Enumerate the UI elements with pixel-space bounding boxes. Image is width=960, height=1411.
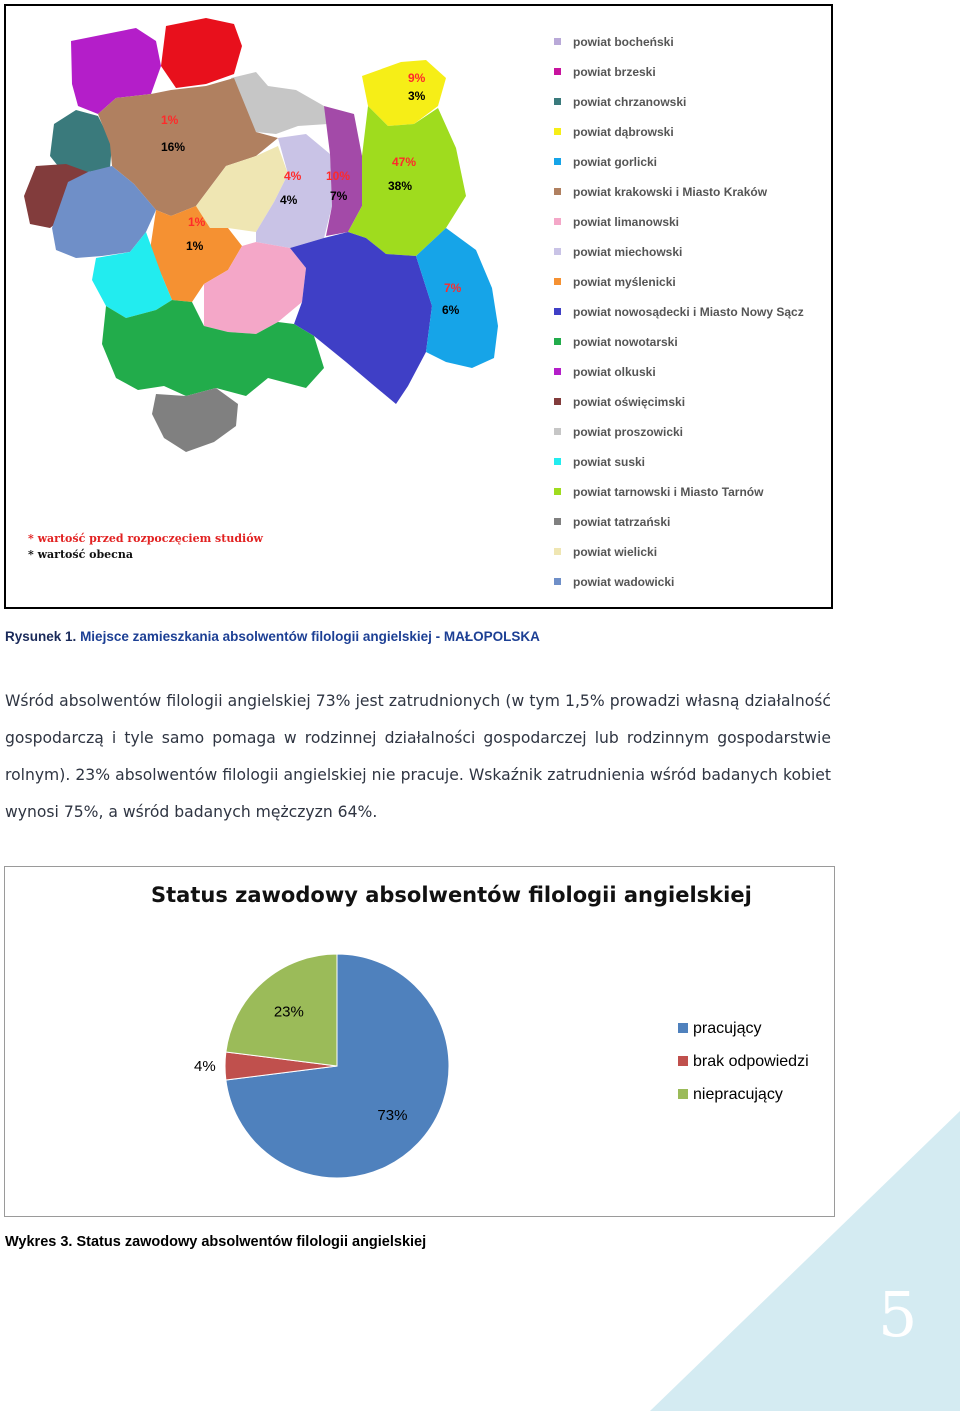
region-miechowski-north: [161, 18, 242, 88]
figure-caption: [5, 629, 540, 644]
region-label-before: 7%: [444, 281, 462, 295]
map-figure-frame: [4, 4, 833, 609]
legend-label: powiat brzeski: [573, 65, 656, 79]
pie-legend-label: niepracujący: [693, 1086, 783, 1103]
legend-label: powiat wadowicki: [573, 575, 675, 589]
chart-caption-text: Status zawodowy absolwentów filologii angielskiej: [76, 1234, 427, 1250]
region-label-before: 47%: [392, 155, 417, 169]
region-label-before: 1%: [161, 113, 179, 127]
region-label-before: 1%: [188, 215, 206, 229]
region-label-current: 16%: [161, 140, 186, 154]
pie-legend-label: brak odpowiedzi: [693, 1053, 809, 1070]
pie-legend-label: pracujący: [693, 1020, 762, 1037]
legend-swatch: [554, 98, 561, 105]
legend-label: powiat chrzanowski: [573, 95, 687, 109]
region-label-before: 10%: [326, 169, 351, 183]
pie-data-label: 4%: [193, 1058, 216, 1075]
legend-swatch: [554, 548, 561, 555]
region-label-current: 4%: [280, 193, 298, 207]
region-tatrzanski: [152, 388, 238, 452]
legend-swatch: [554, 488, 561, 495]
region-label-current: 6%: [442, 303, 460, 317]
page-corner-decoration: [630, 1111, 960, 1411]
legend-swatch: [554, 128, 561, 135]
region-label-current: 38%: [388, 179, 413, 193]
legend-label: powiat limanowski: [573, 215, 680, 229]
paragraph-text: Wśród absolwentów filologii angielskiej 73% jest zatrudnionych (w tym 1,5% prowadzi własną działalność gospodarczą i tyle samo pomaga w rodzinnej działalności gospodarczej lub rodzinnym gospodarstwie rolnym). 23% absolwentów filologii angielskiej nie pracuje. Wskaźnik zatrudnienia wśród badanych kobiet wynosi 75%, a wśród badanych mężczyzn 64%.: [5, 692, 831, 821]
map-notes: [28, 532, 264, 561]
note-before: * wartość przed rozpoczęciem studiów: [28, 532, 264, 545]
legend-label: powiat proszowicki: [573, 425, 684, 439]
pie-legend-swatch: [678, 1023, 688, 1033]
legend-swatch: [554, 578, 561, 585]
legend-swatch: [554, 428, 561, 435]
legend-swatch: [554, 158, 561, 165]
region-label-current: 1%: [186, 239, 204, 253]
legend-swatch: [554, 38, 561, 45]
legend-label: powiat krakowski i Miasto Kraków: [573, 185, 768, 199]
legend-label: powiat tarnowski i Miasto Tarnów: [573, 485, 764, 499]
legend-label: powiat bocheński: [573, 35, 674, 49]
body-paragraph: [5, 683, 831, 831]
legend-label: powiat miechowski: [573, 245, 683, 259]
region-label-current: 7%: [330, 189, 348, 203]
legend-swatch: [554, 278, 561, 285]
pie-legend-swatch: [678, 1056, 688, 1066]
legend-swatch: [554, 218, 561, 225]
legend-swatch: [554, 338, 561, 345]
legend-label: powiat olkuski: [573, 365, 656, 379]
legend-label: powiat myślenicki: [573, 275, 676, 289]
malopolska-map: [6, 6, 835, 611]
legend-label: powiat gorlicki: [573, 155, 658, 169]
page-number: 5: [878, 1278, 918, 1351]
legend-swatch: [554, 188, 561, 195]
legend-label: powiat oświęcimski: [573, 395, 686, 409]
legend-swatch: [554, 398, 561, 405]
legend-label: powiat suski: [573, 455, 646, 469]
figure-caption-prefix: Rysunek 1.: [5, 629, 77, 644]
chart-title: Status zawodowy absolwentów filologii angielskiej: [151, 883, 752, 907]
note-current: * wartość obecna: [28, 548, 133, 561]
legend-label: powiat tatrzański: [573, 515, 671, 529]
pie-data-label: 73%: [377, 1106, 408, 1124]
legend-label: powiat wielicki: [573, 545, 658, 559]
legend-swatch: [554, 248, 561, 255]
map-legend: [554, 35, 804, 589]
legend-swatch: [554, 68, 561, 75]
chart-caption: [5, 1234, 426, 1250]
legend-swatch: [554, 308, 561, 315]
region-label-current: 3%: [408, 89, 426, 103]
map-regions: [24, 18, 498, 452]
figure-caption-text: Miejsce zamieszkania absolwentów filologii angielskiej - MAŁOPOLSKA: [80, 629, 540, 644]
region-label-before: 9%: [408, 71, 426, 85]
pie-data-label: 23%: [273, 1003, 304, 1021]
legend-label: powiat nowotarski: [573, 335, 678, 349]
region-label-before: 4%: [284, 169, 302, 183]
chart-caption-prefix: Wykres 3.: [5, 1234, 73, 1250]
legend-swatch: [554, 458, 561, 465]
legend-label: powiat nowosądecki i Miasto Nowy Sącz: [573, 305, 804, 319]
legend-swatch: [554, 368, 561, 375]
legend-label: powiat dąbrowski: [573, 125, 674, 139]
pie-legend-swatch: [678, 1089, 688, 1099]
legend-swatch: [554, 518, 561, 525]
